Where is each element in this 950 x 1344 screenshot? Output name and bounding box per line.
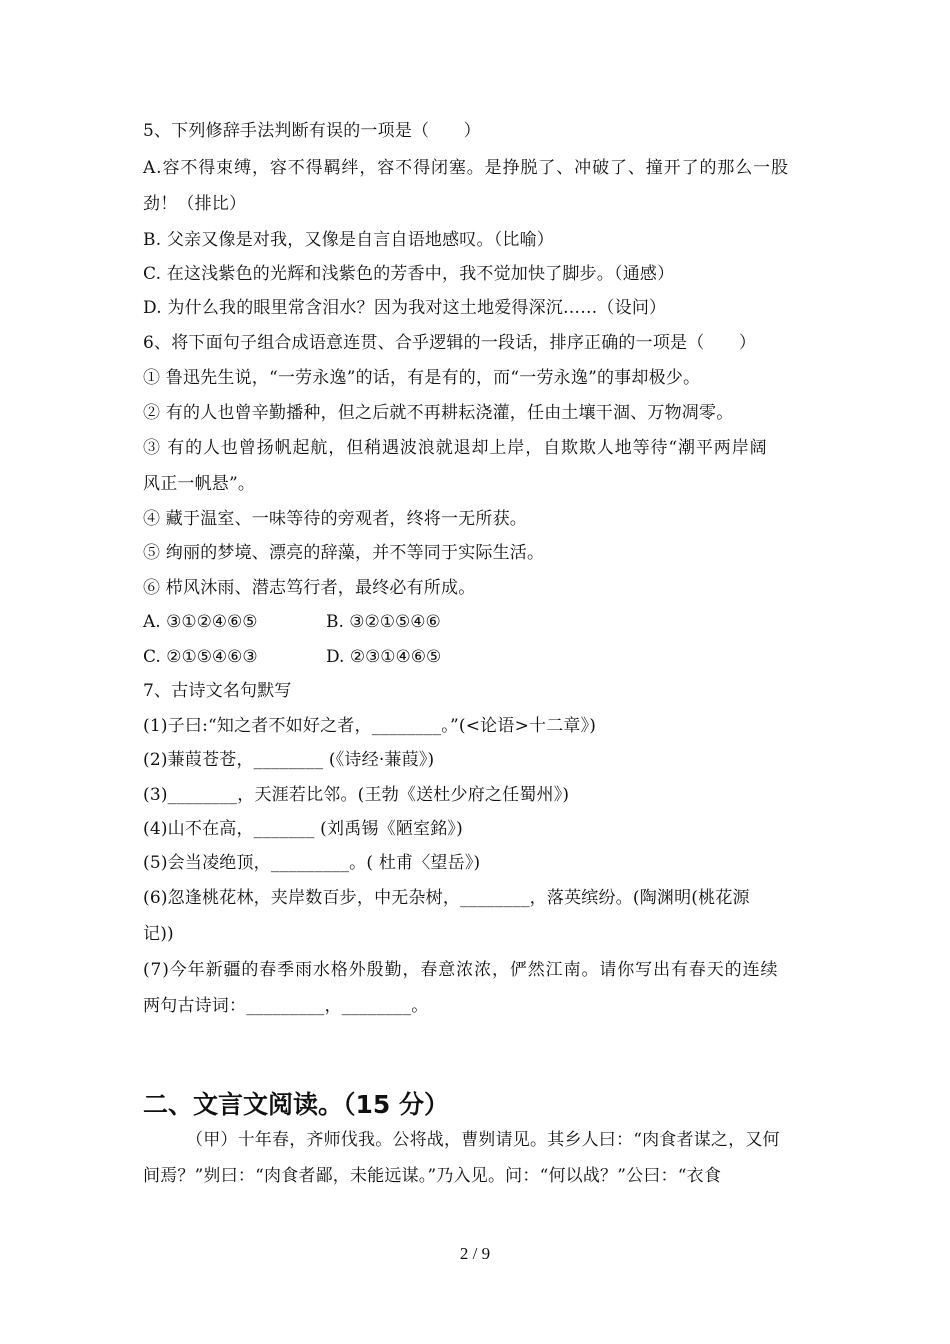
q5-option-c: C. 在这浅紫色的光辉和浅紫色的芳香中，我不觉加快了脚步。（通感） — [143, 264, 675, 284]
q5-option-d: D. 为什么我的眼里常含泪水？因为我对这土地爱得深沉……（设问） — [143, 298, 667, 318]
q6-options-row-2 — [143, 647, 258, 667]
section-2-heading: 二、文言文阅读。（15 分） — [143, 1090, 449, 1119]
q7-line-6b: 记)) — [143, 924, 174, 944]
q6-options-row-1 — [143, 612, 258, 632]
q7-line-1: (1)子曰:“知之者不如好之者，________。”(<论语>十二章》) — [143, 716, 597, 736]
q5-option-a-line2: 劲！（排比） — [143, 194, 247, 214]
q7-line-5: (5)会当凌绝顶，_________。( 杜甫〈望岳》) — [143, 853, 481, 873]
q6-sentence-6: ⑥ 栉风沐雨、潜志笃行者，最终必有所成。 — [143, 578, 476, 598]
q7-line-7b: 两句古诗词：_________，________。 — [143, 996, 429, 1016]
question-5-title: 5、下列修辞手法判断有误的一项是（ ） — [143, 121, 481, 141]
question-7-title: 7、古诗文名句默写 — [143, 681, 292, 701]
q6-sentence-5: ⑤ 绚丽的梦境、漂亮的辞藻，并不等同于实际生活。 — [143, 543, 545, 563]
q6-option-a: A. ③①②④⑥⑤ — [143, 612, 258, 632]
q6-sentence-3-line2: 风正一帆悬”。 — [143, 474, 256, 494]
q6-sentence-4: ④ 藏于温室、一味等待的旁观者，终将一无所获。 — [143, 509, 528, 529]
q5-option-b: B. 父亲又像是对我，又像是自言自语地感叹。（比喻） — [143, 230, 554, 250]
question-6-title: 6、将下面句子组合成语意连贯、合乎逻辑的一段话，排序正确的一项是（ ） — [143, 333, 757, 353]
q5-option-a-line1: A.容不得束缚，容不得羁绊，容不得闭塞。是挣脱了、冲破了、撞开了的那么一股 — [143, 158, 789, 178]
q7-line-4: (4)山不在高，_______ (刘禹锡《陋室銘》) — [143, 819, 463, 839]
classical-text-line-1: （甲）十年春，齐师伐我。公将战，曹刿请见。其乡人曰：“肉食者谋之，又何 — [186, 1130, 780, 1150]
q6-sentence-2: ② 有的人也曾辛勤播种，但之后就不再耕耘浇灌，任由土壤干涸、万物凋零。 — [143, 403, 734, 423]
q6-sentence-1: ① 鲁迅先生说，“一劳永逸”的话，有是有的，而“一劳永逸”的事却极少。 — [143, 368, 701, 388]
q6-option-c: C. ②①⑤④⑥③ — [143, 647, 258, 667]
q7-line-6a: (6)忽逢桃花林，夹岸数百步，中无杂树，________，落英缤纷。(陶渊明(桃花源 — [143, 888, 750, 908]
q7-line-7a: (7)今年新疆的春季雨水格外殷勤，春意浓浓，俨然江南。请你写出有春天的连续 — [143, 960, 779, 980]
page-number: 2 / 9 — [459, 1244, 491, 1263]
q7-line-2: (2)蒹葭苍苍，________ (《诗经·蒹葭》) — [143, 750, 435, 770]
q6-sentence-3-line1: ③ 有的人也曾扬帆起航，但稍遇波浪就退却上岸，自欺欺人地等待“潮平两岸阔 — [143, 438, 768, 458]
q6-option-d: D. ②③①④⑥⑤ — [326, 647, 442, 667]
q6-option-b: B. ③②①⑤④⑥ — [326, 612, 441, 632]
q7-line-3: (3)________，天涯若比邻。(王勃《送杜少府之任蜀州》) — [143, 785, 570, 805]
classical-text-line-2: 间焉？”刿曰：“肉食者鄙，未能远谋。”乃入见。问：“何以战？”公曰：“衣食 — [143, 1166, 722, 1186]
